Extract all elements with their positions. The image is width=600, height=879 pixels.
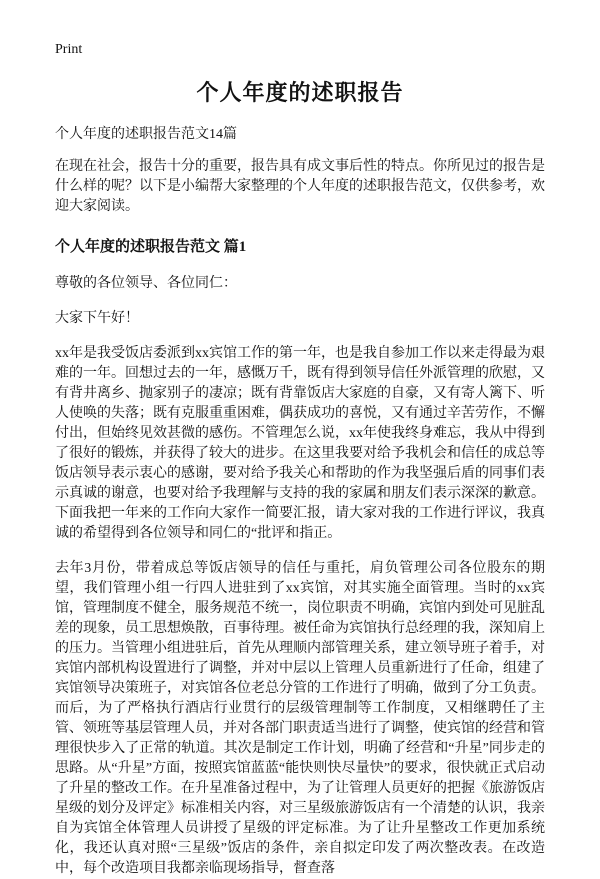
paragraph-review-year: xx年是我受饭店委派到xx宾馆工作的第一年，也是我自参加工作以来走得最为艰难的一年。回想过去的一年，感慨万千，既有得到领导信任外派管理的欣慰，又有背井离乡、抛家别子的凄凉；既有背靠饭店大家庭的自豪，又有寄人篱下、听人使唤的失落；既有克服重重困难，偶获成功的喜悦，又有通过辛苦劳作，不懈付出，但始终见效甚微的感伤。不管理怎么说，xx年使我终身难忘，我从中得到了很好的锻炼，并获得了较大的进步。在这里我要对给予我机会和信任的成总等饭店领导表示衷心的感谢，要对给予我关心和帮助的作为我坚强后盾的同事们表示真诚的谢意，也要对给予我理解与支持的我的家属和朋友们表示深深的歉意。下面我把一年来的工作向大家作一简要汇报，请大家对我的工作进行评议，我真诚的希望得到各位领导和同仁的“批评和指正。 [55,346,545,541]
document-subtitle: 个人年度的述职报告范文14篇 [55,127,237,142]
page-title: 个人年度的述职报告 [196,80,404,105]
paragraph-greeting: 大家下午好！ [55,311,139,326]
paragraph-management-work: 去年3月份，带着成总等饭店领导的信任与重托，肩负管理公司各位股东的期望，我们管理小组一行四人进驻到了xx宾馆，对其实施全面管理。当时的xx宾馆，管理制度不健全，服务规范不统一，岗位职责不明确，宾馆内到处可见脏乱差的现象，员工思想焕散，百事待理。被任命为宾馆执行总经理的我，深知肩上的压力。当管理小组进驻后，首先从理顺内部管理关系，建立领导班子着手，对宾馆内部机构设置进行了调整，并对中层以上管理人员重新进行了任命，组建了宾馆领导决策班子，对宾馆各位老总分管的工作进行了明确，做到了分工负责。而后，为了严格执行酒店行业贯行的层级管理制等工作制度，又相继聘任了主管、领班等基层管理人员，并对各部门职责适当进行了调整，使宾馆的经营和管理很快步入了正常的轨道。其次是制定工作计划，明确了经营和“升星”同步走的思路。从“升星”方面，按照宾馆蓝蓝“能快则快尽量快”的要求，很快就正式启动了升星的整改工作。在升星准备过程中，为了让管理人员更好的把握《旅游饭店星级的划分及评定》标准相关内容，对三星级旅游饭店有一个清楚的认识，我亲自为宾馆全体管理人员讲授了星级的评定标准。为了让升星整改工作更加系统化，我还认真对照“三星级”饭店的条件，亲自拟定印发了两次整改表。在改造中，每个改造项目我都亲临现场指导，督查落 [55,561,545,876]
section-heading: 个人年度的述职报告范文 篇1 [55,239,247,255]
paragraph-salutation: 尊敬的各位领导、各位同仁： [55,276,237,291]
intro-paragraph: 在现在社会，报告十分的重要，报告具有成文事后性的特点。你所见过的报告是什么样的呢？以下是小编帮大家整理的个人年度的述职报告范文，仅供参考，欢迎大家阅读。 [55,159,545,214]
print-button[interactable]: Print [55,42,83,57]
